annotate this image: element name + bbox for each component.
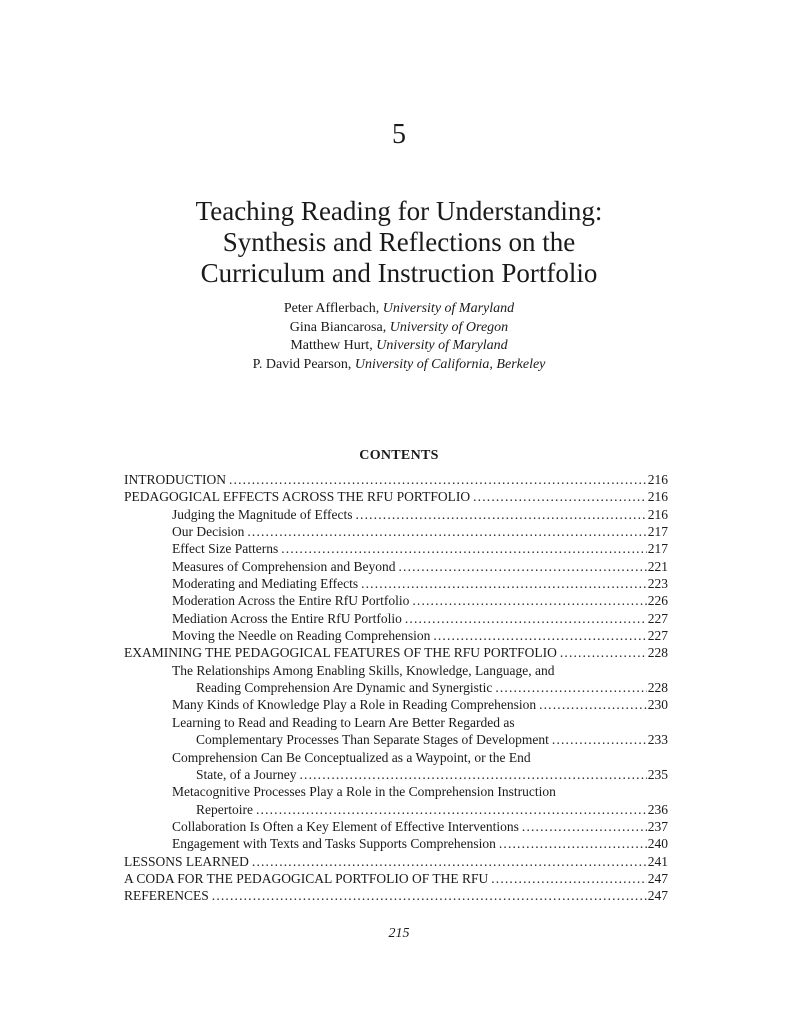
author-list bbox=[0, 300, 798, 374]
toc-entry[interactable]: Moderating and Mediating Effects . . . 223 bbox=[124, 575, 668, 592]
toc-entry[interactable]: Engagement with Texts and Tasks Supports Comprehension . . . 240 bbox=[124, 835, 668, 852]
toc-entry-first-line[interactable]: Learning to Read and Reading to Learn Are Better Regarded as bbox=[172, 714, 515, 730]
author-name: Gina Biancarosa, bbox=[289, 319, 390, 335]
author-affiliation: University of California, Berkeley bbox=[354, 356, 546, 372]
toc-entry[interactable]: INTRODUCTION . . . 216 bbox=[124, 471, 668, 488]
author-name: Peter Afflerbach, bbox=[283, 301, 383, 316]
toc-entry-first-line[interactable]: The Relationships Among Enabling Skills, Knowledge, Language, and bbox=[172, 662, 555, 678]
toc-entry[interactable]: Effect Size Patterns . . . 217 bbox=[124, 540, 668, 557]
toc-entry[interactable]: Complementary Processes Than Separate Stages of Development . . . 233 bbox=[124, 731, 668, 748]
toc-entry[interactable]: State, of a Journey . . . 235 bbox=[124, 766, 668, 783]
author-affiliation: University of Oregon bbox=[389, 319, 509, 335]
author-line bbox=[0, 319, 798, 338]
toc-entry[interactable]: Mediation Across the Entire RfU Portfolio . . . 227 bbox=[124, 610, 668, 627]
toc-entry[interactable]: Repertoire . . . 236 bbox=[124, 801, 668, 818]
toc-entry[interactable]: Collaboration Is Often a Key Element of Effective Interventions . . . 237 bbox=[124, 818, 668, 835]
toc-entry[interactable]: REFERENCES . . . 247 bbox=[124, 887, 668, 904]
toc-entry[interactable]: Our Decision . . . 217 bbox=[124, 523, 668, 540]
toc-entry[interactable]: EXAMINING THE PEDAGOGICAL FEATURES OF THE RFU PORTFOLIO . . . 228 bbox=[124, 644, 668, 661]
toc-entry[interactable]: Measures of Comprehension and Beyond . . . 221 bbox=[124, 558, 668, 575]
toc-entry[interactable]: LESSONS LEARNED . . . 241 bbox=[124, 853, 668, 870]
toc-entry[interactable]: Reading Comprehension Are Dynamic and Synergistic . . . 228 bbox=[124, 679, 668, 696]
toc-entry[interactable]: Moving the Needle on Reading Comprehension . . . 227 bbox=[124, 627, 668, 644]
toc-entry[interactable]: Moderation Across the Entire RfU Portfolio . . . 226 bbox=[124, 592, 668, 609]
author-affiliation: University of Maryland bbox=[376, 338, 508, 353]
author-line bbox=[0, 356, 798, 375]
contents-heading: CONTENTS bbox=[359, 448, 439, 463]
chapter-number: 5 bbox=[392, 119, 406, 150]
chapter-title-line: Synthesis and Reflections on the bbox=[222, 227, 576, 257]
toc-entry[interactable]: Judging the Magnitude of Effects . . . 216 bbox=[124, 506, 668, 523]
author-name: Matthew Hurt, bbox=[290, 338, 377, 353]
table-of-contents bbox=[124, 471, 668, 905]
toc-entry-first-line[interactable]: Comprehension Can Be Conceptualized as a Waypoint, or the End bbox=[172, 749, 531, 765]
toc-entry[interactable]: A CODA FOR THE PEDAGOGICAL PORTFOLIO OF THE RFU . . . 247 bbox=[124, 870, 668, 887]
toc-entry-first-line[interactable]: Metacognitive Processes Play a Role in the Comprehension Instruction bbox=[172, 784, 556, 800]
author-name: P. David Pearson, bbox=[252, 356, 355, 372]
chapter-title-line: Teaching Reading for Understanding: bbox=[195, 196, 603, 226]
author-line bbox=[0, 337, 798, 356]
author-affiliation: University of Maryland bbox=[382, 301, 515, 316]
page-number: 215 bbox=[388, 926, 410, 941]
toc-entry[interactable]: PEDAGOGICAL EFFECTS ACROSS THE RFU PORTFOLIO . . . 216 bbox=[124, 488, 668, 505]
chapter-title-line: Curriculum and Instruction Portfolio bbox=[200, 258, 598, 288]
toc-entry[interactable]: Many Kinds of Knowledge Play a Role in Reading Comprehension . . . 230 bbox=[124, 696, 668, 713]
author-line bbox=[0, 300, 798, 319]
chapter-title bbox=[0, 196, 798, 289]
